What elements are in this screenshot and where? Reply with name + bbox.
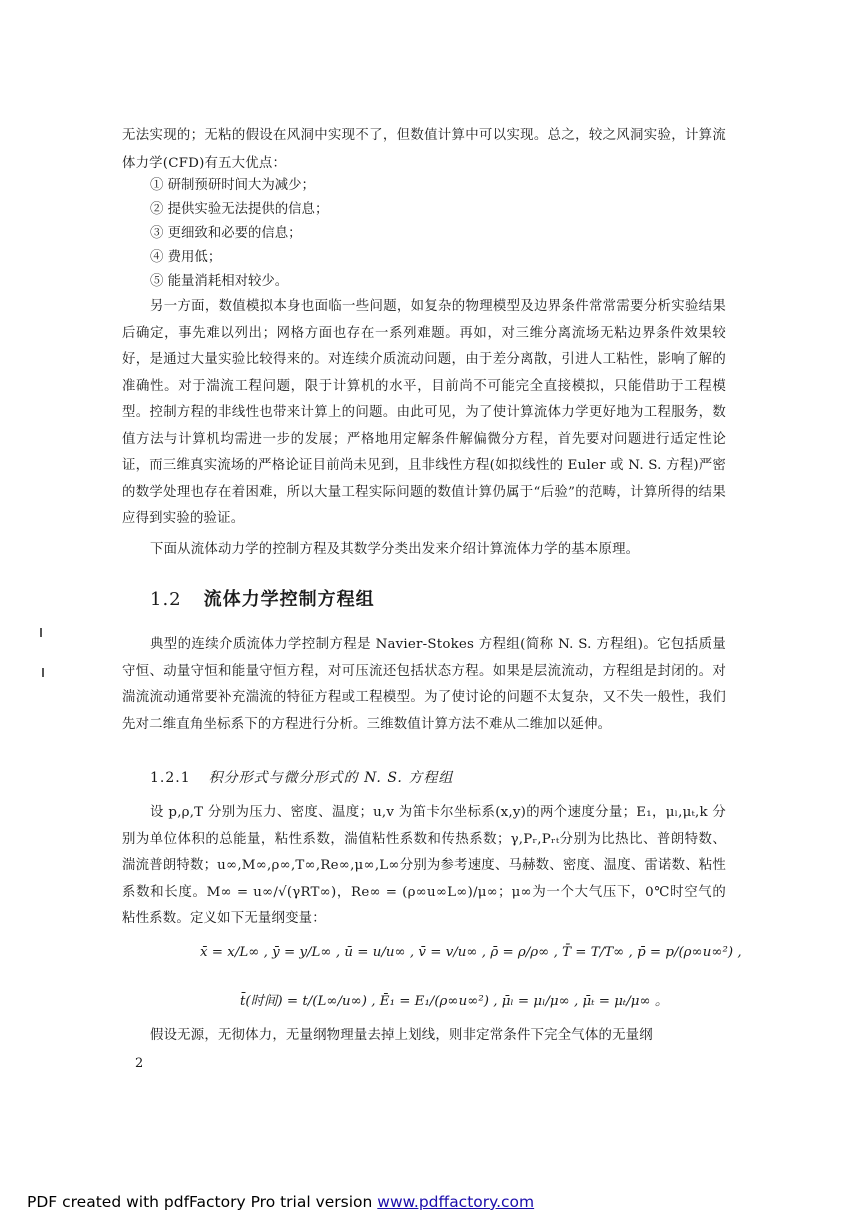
equation-dimensionless-variables-1: x̄ = x/L∞ , ȳ = y/L∞ , ū = u/u∞ , v̄ = v/u∞ , ρ̄ = ρ/ρ∞ , T̄ = T/T∞ , p̄ = p/(ρ∞u∞²) ,	[200, 945, 742, 960]
pdf-footer	[27, 1193, 534, 1211]
section-title: 流体力学控制方程组	[203, 589, 375, 610]
subsection-title: 积分形式与微分形式的 N. S. 方程组	[208, 770, 454, 786]
equation-dimensionless-variables-2: t̄(时间) = t/(L∞/u∞) , Ē₁ = E₁/(ρ∞u∞²) , μ̄ₗ = μₗ/μ∞ , μ̄ₜ = μₜ/μ∞ 。	[240, 994, 669, 1009]
paragraph-numerical-problems: 另一方面，数值模拟本身也面临一些问题，如复杂的物理模型及边界条件常常需要分析实验结果后确定，事先难以列出；网格方面也存在一系列难题。再如，对三维分离流场无粘边界条件效果较好，是通过大量实验比较得来的。对连续介质流动问题，由于差分离散，引进人工粘性，影响了解的准确性。对于湍流工程问题，限于计算机的水平，目前尚不可能完全直接模拟，只能借助于工程模型。控制方程的非线性也带来计算上的问题。由此可见，为了使计算流体力学更好地为工程服务，数值方法与计算机均需进一步的发展；严格地用定解条件解偏微分方程，首先要对问题进行适定性论证，而三维真实流场的严格论证目前尚未见到，且非线性方程(如拟线性的 Euler 或 N. S. 方程)严密的数学处理也存在着困难，所以大量工程实际问题的数值计算仍属于“后验”的范畴，计算所得的结果应得到实验的验证。	[122, 299, 726, 526]
advantage-item-5: ⑤ 能量消耗相对较少。	[150, 274, 289, 289]
paragraph-assumptions: 假设无源，无彻体力，无量纲物理量去掉上划线，则非定常条件下完全气体的无量纲	[150, 1028, 653, 1043]
advantage-item-4: ④ 费用低；	[150, 250, 222, 265]
subsection-heading	[150, 767, 453, 787]
footer-text: PDF created with pdfFactory Pro trial version	[27, 1193, 378, 1211]
subsection-number: 1.2.1	[150, 770, 191, 786]
advantage-item-2: ② 提供实验无法提供的信息；	[150, 202, 329, 217]
advantage-item-1: ① 研制预研时间大为减少；	[150, 178, 315, 193]
page-number: 2	[135, 1056, 144, 1071]
section-heading	[150, 585, 375, 611]
scan-mark	[42, 668, 44, 677]
section-number: 1.2	[150, 589, 182, 610]
advantage-item-3: ③ 更细致和必要的信息；	[150, 226, 302, 241]
scan-mark	[40, 628, 42, 637]
pdffactory-link[interactable]: www.pdffactory.com	[377, 1193, 535, 1211]
paragraph-cfd-advantages-intro: 无法实现的；无粘的假设在风洞中实现不了，但数值计算中可以实现。总之，较之风洞实验，计算流体力学(CFD)有五大优点：	[122, 128, 726, 171]
paragraph-variable-definitions: 设 p,ρ,T 分别为压力、密度、温度；u,v 为笛卡尔坐标系(x,y)的两个速度分量；E₁，μₗ,μₜ,k 分别为单位体积的总能量，粘性系数，湍值粘性系数和传热系数；γ,Pᵣ,Pᵣₜ分别为比热比、普朗特数、湍流普朗特数；u∞,M∞,ρ∞,T∞,Re∞,μ∞,L∞分别为参考速度、马赫数、密度、温度、雷诺数、粘性系数和长度。M∞ = u∞/√(γRT∞)，Re∞ = (ρ∞u∞L∞)/μ∞；μ∞为一个大气压下，0℃时空气的粘性系数。定义如下无量纲变量：	[122, 805, 726, 926]
paragraph-ns-equations: 典型的连续介质流体力学控制方程是 Navier-Stokes 方程组(简称 N. S. 方程组)。它包括质量守恒、动量守恒和能量守恒方程，对可压流还包括状态方程。如果是层流流动，方程组是封闭的。对湍流流动通常要补充湍流的特征方程或工程模型。为了使讨论的问题不太复杂，又不失一般性，我们先对二维直角坐标系下的方程进行分析。三维数值计算方法不难从二维加以延伸。	[122, 637, 726, 732]
paragraph-intro-principles: 下面从流体动力学的控制方程及其数学分类出发来介绍计算流体力学的基本原理。	[150, 542, 640, 557]
